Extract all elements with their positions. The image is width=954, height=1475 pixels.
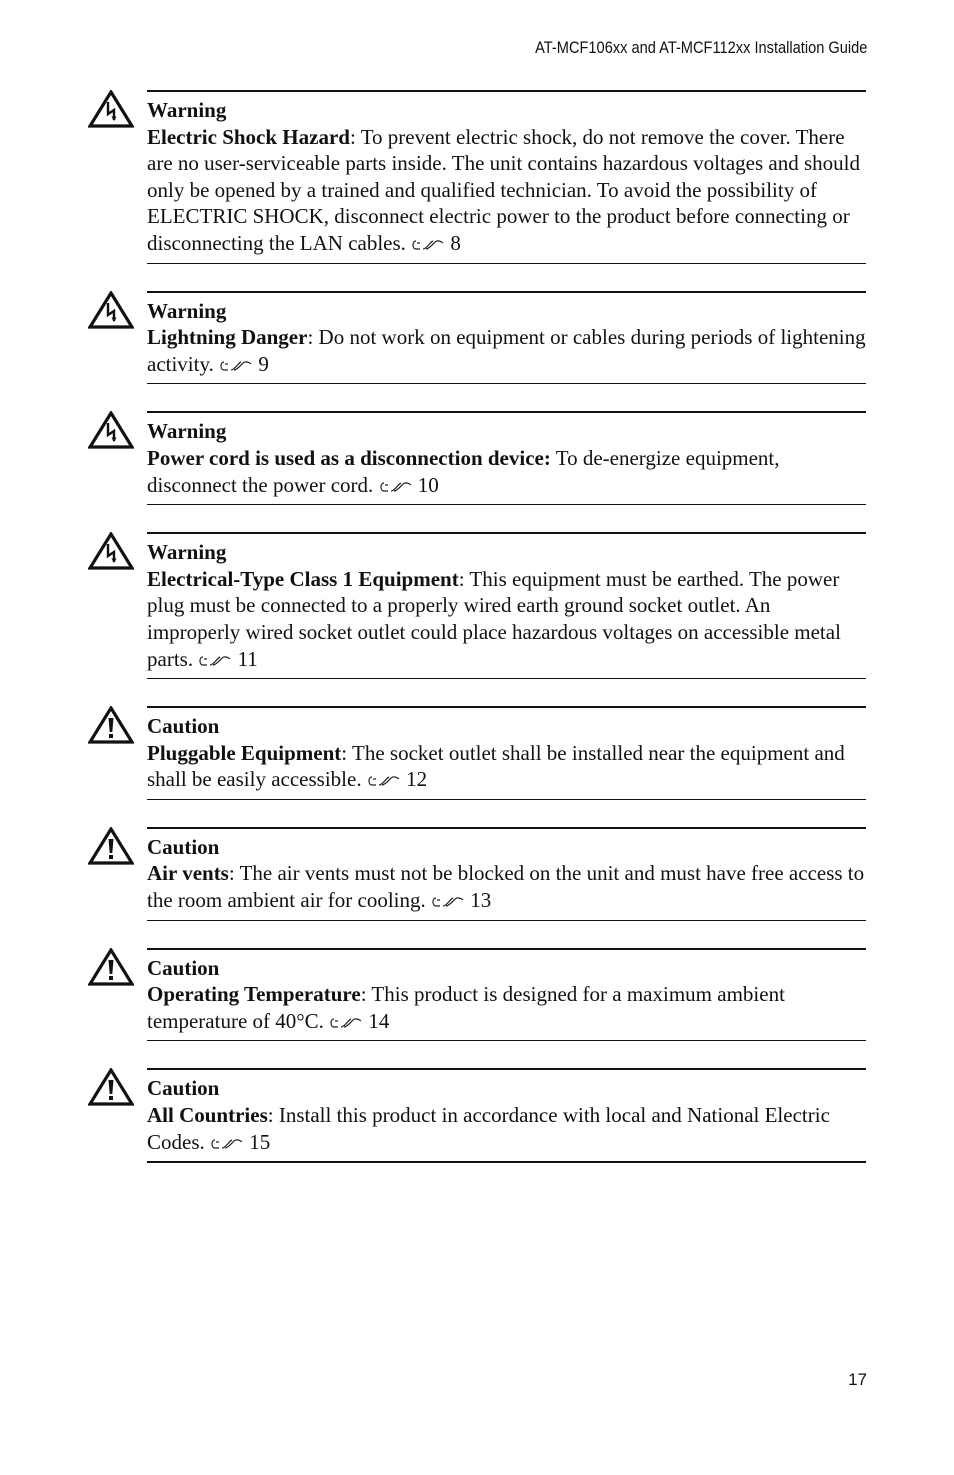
cross-reference: 11 (198, 647, 257, 671)
electric-warning-icon (88, 291, 134, 329)
notice-title: Warning (147, 540, 227, 565)
caution-icon (88, 1068, 134, 1106)
caution-icon (88, 706, 134, 744)
caution-icon (88, 827, 134, 865)
notice-title: Warning (147, 419, 227, 444)
page-number: 17 (848, 1370, 867, 1389)
cross-reference: 9 (219, 352, 269, 376)
notice-text: This product is designed for a maximum ambient temperature of 40°C. (147, 982, 785, 1033)
cross-reference: 14 (329, 1009, 389, 1033)
safety-notices (0, 90, 954, 1190)
notice-lead: Operating Temperature (147, 982, 361, 1007)
reference-link-icon (210, 1137, 244, 1151)
notice-class-1-equipment (0, 532, 954, 679)
reference-link-icon (411, 238, 445, 252)
notice-lead: Power cord is used as a disconnection device: (147, 445, 551, 470)
notice-text: The air vents must not be blocked on the unit and must have free access to the room ambient air for cooling. (147, 861, 865, 913)
cross-reference: 10 (379, 473, 439, 497)
cross-reference: 15 (210, 1130, 270, 1154)
notice-body: Warning Electrical-Type Class 1 Equipment: This equipment must be earthed. The power plug must be connected to a properly wired earth ground socket outlet. An improperly wired socket outlet could place hazardous voltages on accessible metal parts. 11 (147, 532, 866, 679)
reference-link-icon (198, 654, 232, 668)
notice-text: To de-energize equipment, disconnect the power cord. (147, 445, 780, 497)
notice-text: This equipment must be earthed. The power plug must be connected to a properly wired earth ground socket outlet. An improperly wired socket outlet could place hazardous voltages on accessible metal parts. (147, 566, 841, 671)
notice-title: Caution (147, 1076, 220, 1101)
notice-text: To prevent electric shock, do not remove the cover. There are no user-serviceable parts inside. The unit contains hazardous voltages and should only be opened by a trained and qualified technician. To avoid the possibility of ELECTRIC SHOCK, disconnect electric power to the product before connecting or disconnecting the LAN cables. (147, 124, 860, 255)
notice-lead: Lightning Danger (147, 325, 308, 350)
notice-lead: All Countries (147, 1103, 268, 1128)
notice-title: Caution (147, 955, 220, 980)
notice-text: Install this product in accordance with local and National Electric Codes. (147, 1103, 830, 1154)
electric-warning-icon (88, 411, 134, 449)
notice-air-vents (0, 827, 954, 921)
notice-body: Caution All Countries: Install this product in accordance with local and National Electric Codes. 15 (147, 1068, 866, 1163)
notice-lead: Air vents (147, 861, 229, 886)
notice-all-countries (0, 1068, 954, 1163)
notice-text: Do not work on equipment or cables during periods of lightening activity. (147, 325, 866, 376)
cross-reference: 8 (411, 231, 461, 255)
reference-link-icon (329, 1016, 363, 1030)
reference-link-icon (367, 774, 401, 788)
reference-link-icon (431, 895, 465, 909)
notice-lead: Electrical-Type Class 1 Equipment (147, 566, 459, 591)
notice-operating-temperature (0, 948, 954, 1042)
notice-title: Warning (147, 98, 227, 122)
notice-title: Caution (147, 834, 220, 859)
running-header: AT-MCF106xx and AT-MCF112xx Installation Guide (534, 38, 867, 57)
notice-lead: Pluggable Equipment (147, 740, 342, 765)
reference-link-icon (379, 480, 413, 494)
notice-lead: Electric Shock Hazard (147, 124, 350, 149)
caution-icon (88, 948, 134, 986)
notice-title: Caution (147, 714, 220, 739)
notice-power-cord (0, 411, 954, 505)
notice-title: Warning (147, 298, 227, 323)
cross-reference: 13 (431, 888, 491, 912)
cross-reference: 12 (367, 767, 427, 791)
notice-body (147, 411, 866, 505)
electric-warning-icon (88, 90, 134, 128)
notice-body: Caution Pluggable Equipment: The socket outlet shall be installed near the equipment and shall be easily accessible. 12 (147, 706, 866, 800)
notice-electric-shock (0, 90, 954, 264)
notice-body: Warning Electric Shock Hazard: To prevent electric shock, do not remove the cover. There are no user-serviceable parts inside. The unit contains hazardous voltages and should only be opened by a trained and qualified technician. To avoid the possibility of ELECTRIC SHOCK, disconnect electric power to the product before connecting or disconnecting the LAN cables. 8 (147, 90, 866, 264)
notice-body: Warning Lightning Danger: Do not work on equipment or cables during periods of lightening activity. 9 (147, 291, 866, 385)
notice-text: The socket outlet shall be installed near the equipment and shall be easily accessible. (147, 740, 845, 792)
notice-pluggable-equipment (0, 706, 954, 800)
electric-warning-icon (88, 532, 134, 570)
notice-body: Caution Operating Temperature: This product is designed for a maximum ambient temperature of 40°C. 14 (147, 948, 866, 1042)
notice-lightning (0, 291, 954, 385)
reference-link-icon (219, 359, 253, 373)
notice-body: Caution Air vents: The air vents must not be blocked on the unit and must have free access to the room ambient air for cooling. 13 (147, 827, 866, 921)
